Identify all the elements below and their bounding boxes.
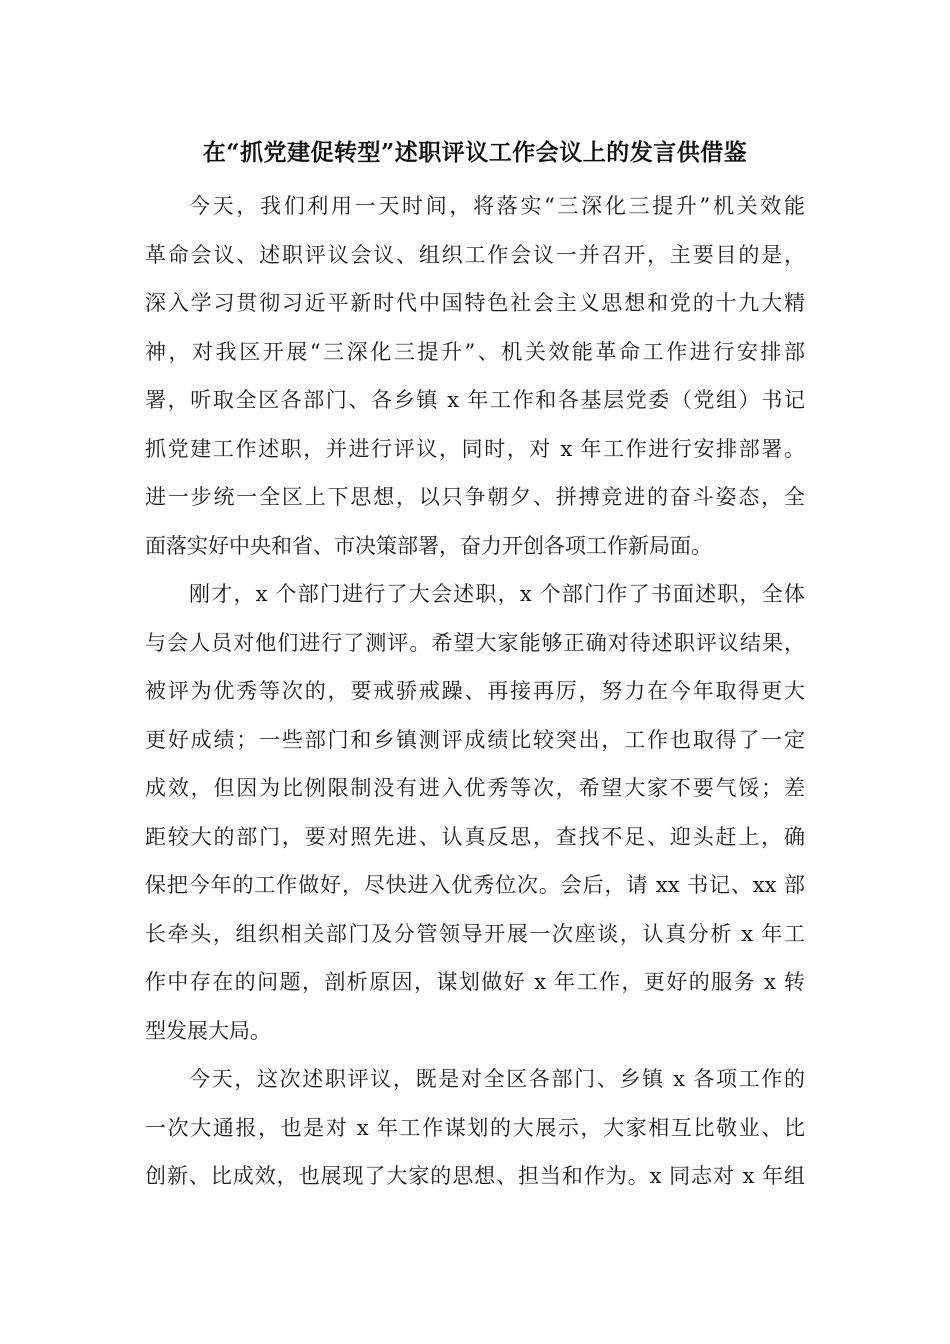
paragraph-line: 面落实好中央和省、市决策部署，奋力开创各项工作新局面。 (145, 533, 712, 558)
paragraph-line: 保把今年的工作做好，尽快进入优秀位次。会后，请 xx 书记、xx 部 (145, 873, 805, 897)
paragraph-2 (145, 570, 805, 1055)
paragraph-line: 一次大通报，也是对 x 年工作谋划的大展示，大家相互比敬业、比 (145, 1115, 805, 1140)
paragraph-line: 深入学习贯彻习近平新时代中国特色社会主义思想和党的十九大精 (145, 291, 805, 315)
document-title: 在“抓党建促转型”述职评议工作会议上的发言供借鉴 (202, 139, 748, 166)
paragraph-line: 型发展大局。 (145, 1018, 271, 1043)
paragraph-line: 更好成绩；一些部门和乡镇测评成绩比较突出，工作也取得了一定 (145, 727, 805, 752)
paragraph-line: 长牵头，组织相关部门及分管领导开展一次座谈，认真分析 x 年工 (145, 921, 805, 946)
paragraph-line: 与会人员对他们进行了测评。希望大家能够正确对待述职评议结果， (145, 630, 805, 655)
paragraph-line: 神，对我区开展“三深化三提升”、机关效能革命工作进行安排部 (145, 339, 805, 364)
paragraph-line: 抓党建工作述职，并进行评议，同时，对 x 年工作进行安排部署。 (145, 436, 805, 461)
paragraph-line: 今天，我们利用一天时间，将落实“三深化三提升”机关效能 (189, 194, 805, 218)
paragraph-line: 今天，这次述职评议，既是对全区各部门、乡镇 x 各项工作的 (189, 1067, 805, 1091)
paragraph-line: 成效，但因为比例限制没有进入优秀等次，希望大家不要气馁；差 (145, 776, 805, 800)
paragraph-1 (145, 182, 805, 570)
paragraph-line: 被评为优秀等次的，要戒骄戒躁、再接再厉，努力在今年取得更大 (145, 679, 805, 703)
paragraph-line: 距较大的部门，要对照先进、认真反思，查找不足、迎头赶上，确 (145, 824, 805, 849)
paragraph-line: 作中存在的问题，剖析原因，谋划做好 x 年工作，更好的服务 x 转 (145, 970, 805, 994)
paragraph-3 (145, 1055, 805, 1201)
paragraph-line: 刚才，x 个部门进行了大会述职，x 个部门作了书面述职，全体 (189, 582, 805, 606)
document-body (145, 182, 805, 1201)
paragraph-line: 进一步统一全区上下思想，以只争朝夕、拼搏竞进的奋斗姿态，全 (145, 485, 805, 509)
paragraph-line: 署，听取全区各部门、各乡镇 x 年工作和各基层党委（党组）书记 (145, 388, 805, 412)
paragraph-line: 创新、比成效，也展现了大家的思想、担当和作为。x 同志对 x 年组 (145, 1164, 805, 1188)
paragraph-line: 革命会议、述职评议会议、组织工作会议一并召开，主要目的是， (145, 242, 805, 267)
